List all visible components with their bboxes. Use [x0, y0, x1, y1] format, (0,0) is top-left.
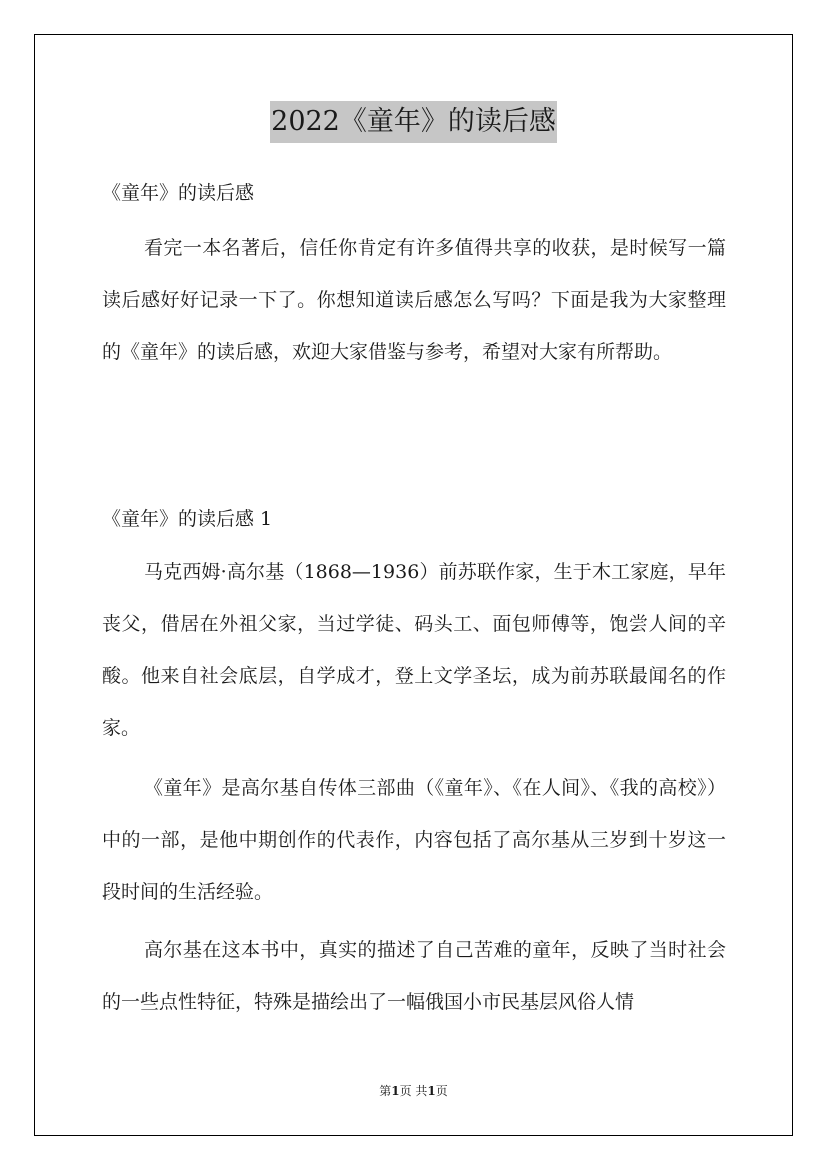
- body-paragraph: 《童年》是高尔基自传体三部曲（《童年》、《在人间》、《我的高校》）中的一部，是他中期创作的代表作，内容包括了高尔基从三岁到十岁这一段时间的生活经验。: [102, 777, 726, 903]
- footer-page-suffix: 页: [435, 1084, 448, 1098]
- footer-page-total: 1: [427, 1084, 436, 1098]
- section-heading: 《童年》的读后感 1: [102, 508, 273, 530]
- intro-heading: 《童年》的读后感: [102, 182, 255, 204]
- body-paragraph: 马克西姆·高尔基（1868—1936）前苏联作家，生于木工家庭，早年丧父，借居在外祖父家，当过学徒、码头工、面包师傅等，饱尝人间的辛酸。他来自社会底层，自学成才，登上文学圣坛，成为前苏联最闻名的作家。: [102, 561, 726, 739]
- document-title-text: 2022《童年》的读后感: [270, 101, 557, 143]
- footer-page-prefix: 第: [379, 1084, 392, 1098]
- page-footer: [0, 1082, 827, 1100]
- footer-page-current: 1: [391, 1084, 400, 1098]
- intro-paragraph: 看完一本名著后，信任你肯定有许多值得共享的收获，是时候写一篇读后感好好记录一下了。你想知道读后感怎么写吗？下面是我为大家整理的《童年》的读后感，欢迎大家借鉴与参考，希望对大家有所帮助。: [102, 237, 726, 363]
- document-title: [0, 100, 827, 143]
- body-paragraph: 高尔基在这本书中，真实的描述了自己苦难的童年，反映了当时社会的一些点性特征，特殊是描绘出了一幅俄国小市民基层风俗人情: [102, 939, 726, 1013]
- footer-page-mid: 页 共: [399, 1084, 428, 1098]
